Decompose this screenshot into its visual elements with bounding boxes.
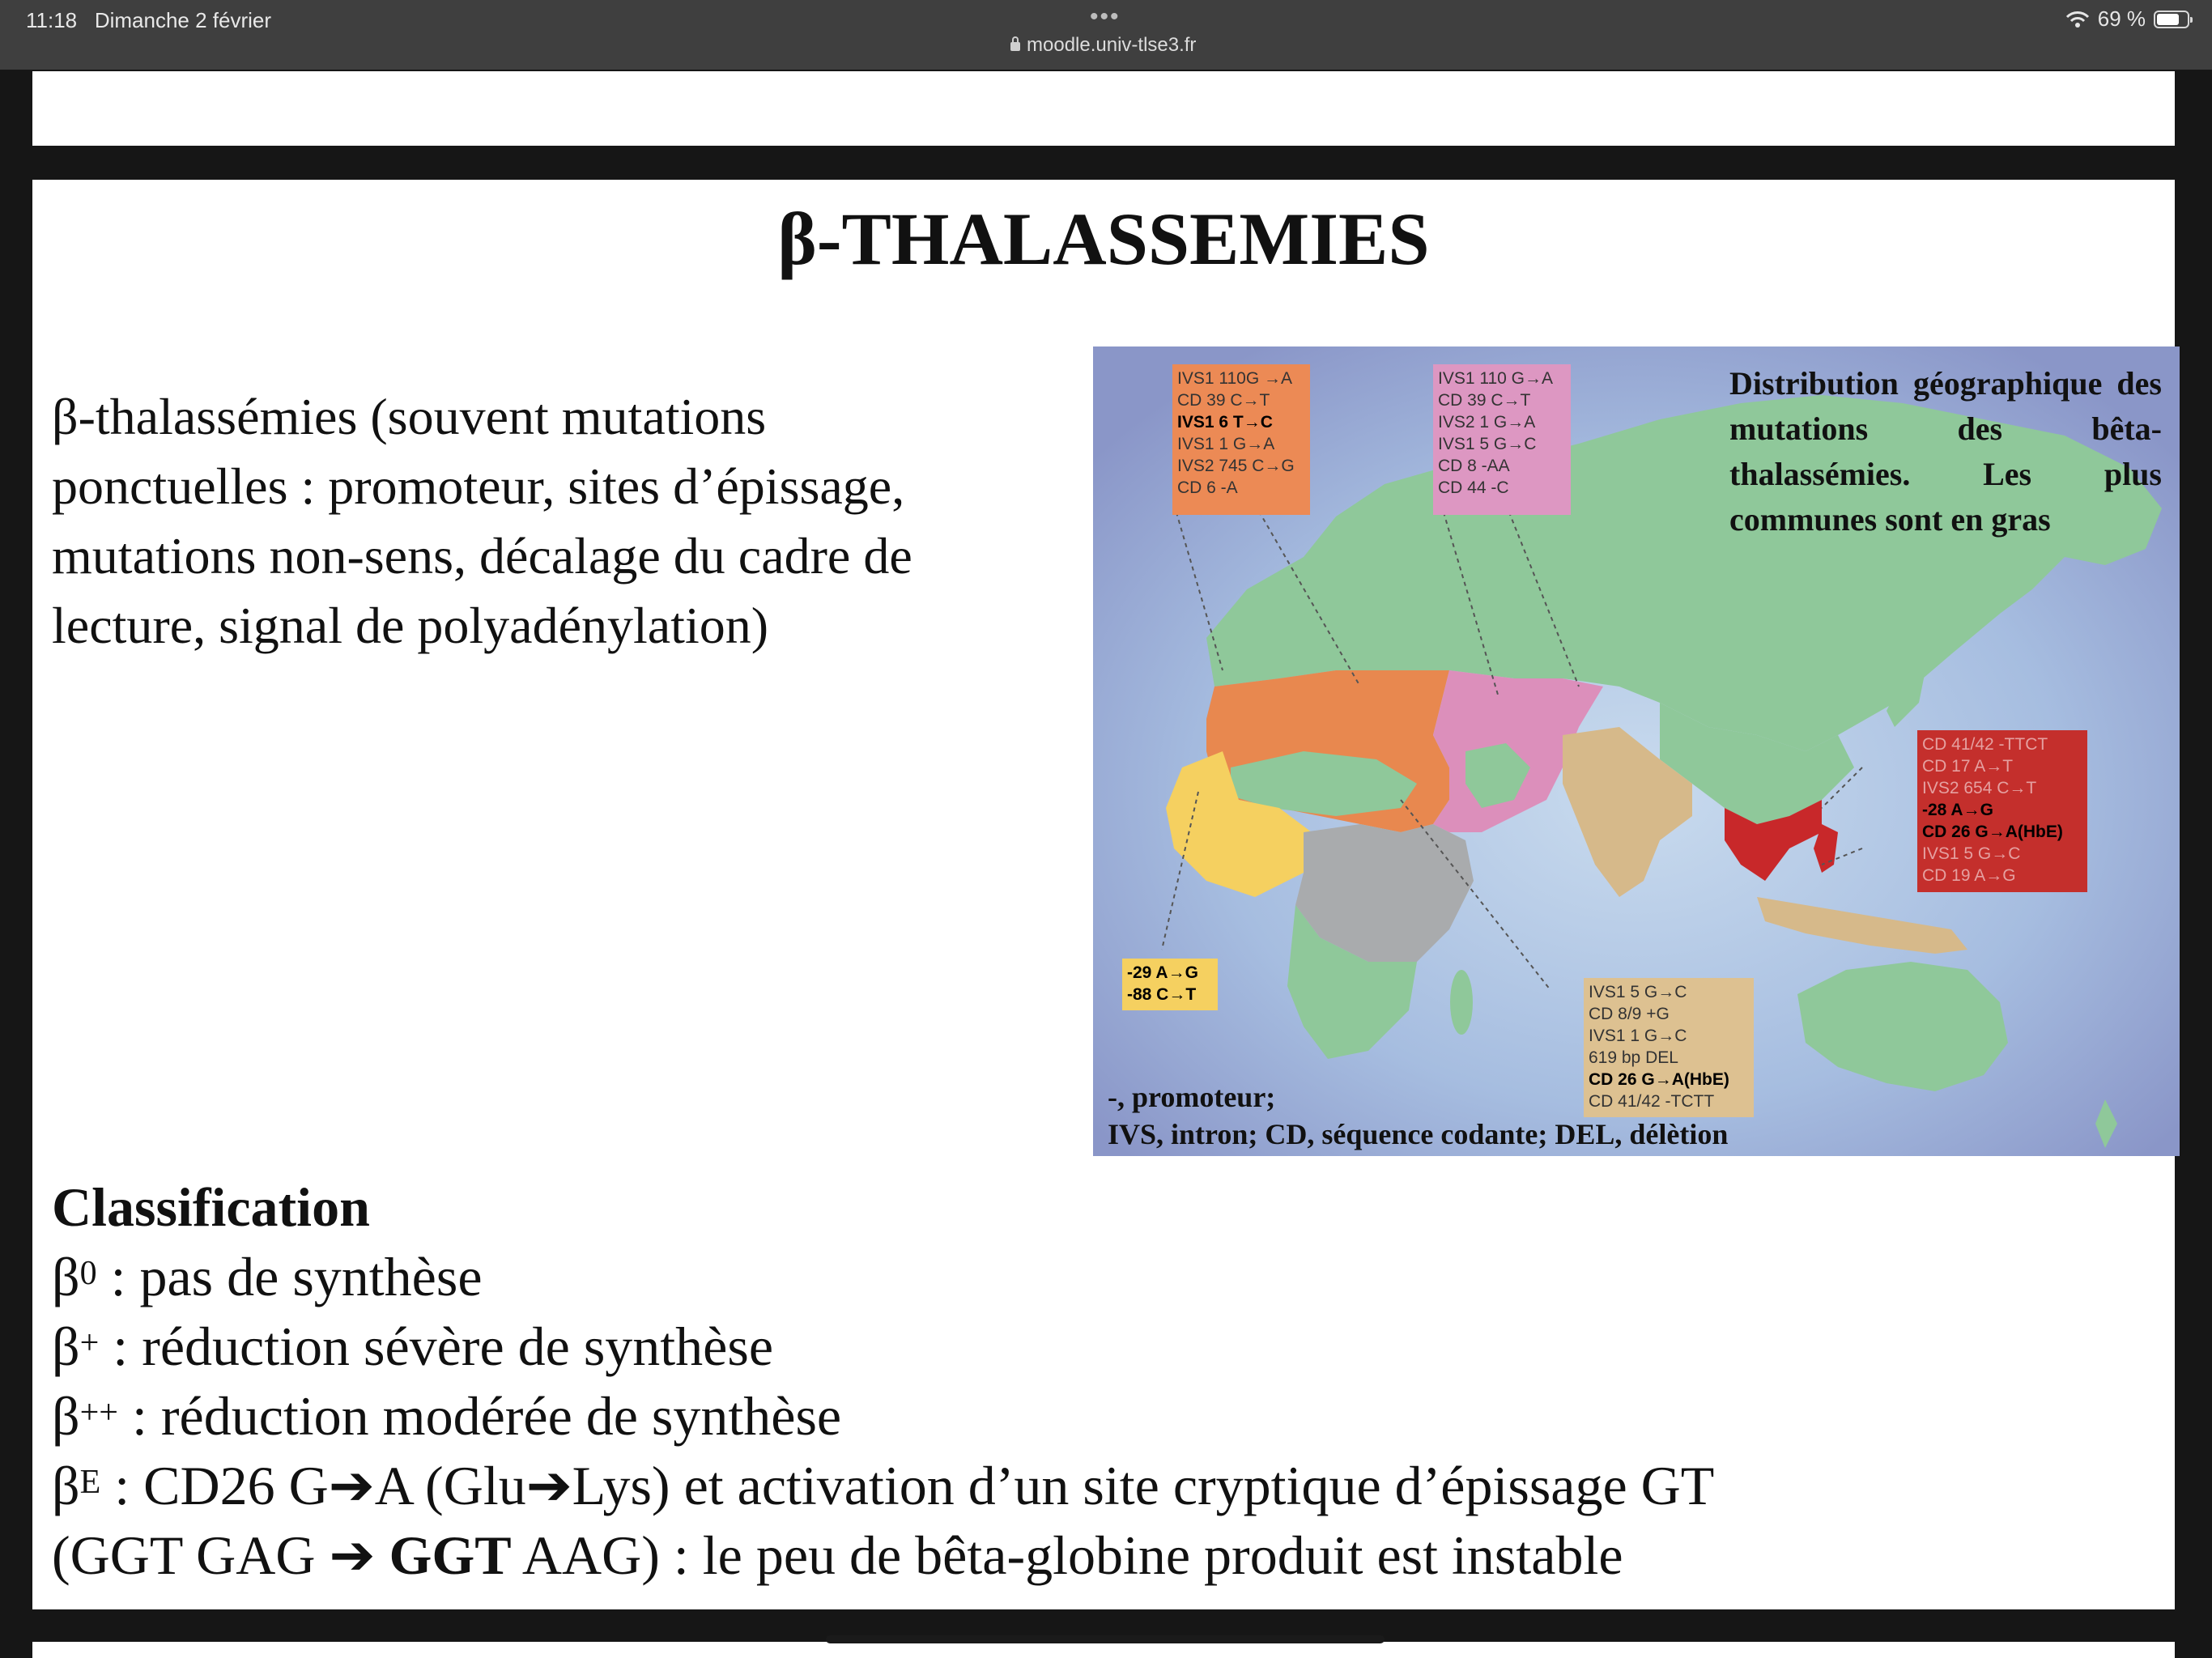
mutation-label: CD 8 -AA [1438,457,1510,475]
superscript: E [79,1464,101,1501]
codon-text: AAG) : le peu de bêta-globine produit est instable [511,1524,1623,1586]
arrow: ➔ [329,1524,376,1586]
classification-text: : pas de synthèse [96,1246,483,1307]
intro-line: β-thalassémies (souvent mutations [52,388,767,445]
mutation-label: -29 A→G [1127,963,1198,982]
lock-icon [1010,42,1020,51]
mutation-label: IVS2 1 G→A [1438,413,1536,432]
region-madagascar [1450,970,1473,1035]
mutation-label: CD 26 G→A(HbE) [1922,823,2063,841]
mutation-label: 619 bp DEL [1589,1048,1678,1067]
mutation-label: IVS1 5 G→C [1922,844,2021,863]
classification-item [52,1381,2157,1451]
intro-line: ponctuelles : promoteur, sites d’épissage, [52,457,905,515]
mutation-label: IVS1 1 G→C [1589,1027,1687,1045]
mutation-label: CD 19 A→G [1922,866,2016,885]
classification-text: : réduction sévère de synthèse [99,1316,773,1377]
mutation-label: IVS1 110 G→A [1438,369,1554,388]
mutation-label: CD 39 C→T [1177,391,1270,410]
mutation-label: IVS1 5 G→C [1438,435,1537,453]
legend-line: -, promoteur; [1108,1081,1276,1113]
url-text: moodle.univ-tlse3.fr [1027,34,1197,56]
next-slide [32,1642,2175,1658]
mutation-label: IVS1 110G →A [1177,369,1293,388]
classification-heading: Classification [52,1176,370,1238]
classification-item [52,1242,2157,1312]
map-legend [1108,1078,1728,1153]
beta-symbol: β [52,1385,80,1447]
classification-text: : réduction modérée de synthèse [117,1385,842,1447]
mutation-label: IVS1 6 T→C [1177,413,1273,432]
classification-text: : CD26 G➔A (Glu➔Lys) et activation d’un site cryptique d’épissage GT [100,1455,1715,1516]
beta-symbol: β [52,1455,80,1516]
date: Dimanche 2 février [94,8,272,32]
mutation-label: CD 39 C→T [1438,391,1531,410]
mutation-label: CD 26 G→A(HbE) [1589,1070,1729,1089]
slide [32,180,2175,1609]
mutations-box-middle-east [1433,364,1571,515]
mutation-label: IVS1 5 G→C [1589,983,1687,1001]
classification-item [52,1451,2157,1520]
mutations-box-mediterranean [1172,364,1310,515]
status-bar [0,0,2212,70]
superscript: + [79,1324,100,1362]
previous-slide [32,71,2175,146]
mutations-box-south-east-asia [1917,730,2087,892]
slide-title: β-THALASSEMIES [777,198,1430,280]
codon-text: (GGT GAG [52,1524,330,1586]
map-caption: Distribution géographique des mutations des bêta-thalassémies. Les plus communes sont en gras [1729,365,2162,538]
intro-line: mutations non-sens, décalage du cadre de [52,527,912,585]
superscript: ++ [79,1394,118,1431]
mutation-label: CD 8/9 +G [1589,1005,1670,1023]
legend-line: IVS, intron; CD, séquence codante; DEL, délètion [1108,1118,1729,1150]
intro-text [52,382,1096,661]
multitasking-dots[interactable]: ••• [1090,3,1121,30]
superscript: 0 [79,1255,97,1292]
mutation-label: IVS2 745 C→G [1177,457,1295,475]
mutation-label: CD 41/42 -TTCT [1922,735,2048,754]
battery-percent: 69 % [2097,6,2146,31]
intro-line: lecture, signal de polyadénylation) [52,597,769,654]
classification [52,1172,2157,1590]
beta-symbol: β [52,1246,80,1307]
clock: 11:18 [26,8,78,32]
mutation-label: CD 6 -A [1177,478,1238,497]
codon-text: G [389,1524,432,1586]
mutation-label: IVS2 654 C→T [1922,779,2037,797]
codon-bold: GT [432,1524,512,1586]
battery-icon [2154,11,2189,28]
classification-item [52,1312,2157,1381]
beta-symbol: β [52,1316,80,1377]
classification-codon-line [52,1520,2157,1590]
mutation-distribution-map [1093,346,2180,1156]
status-indicators [2065,6,2189,32]
home-indicator[interactable] [826,1635,1385,1643]
mutations-box-africa [1122,959,1218,1010]
mutation-label: IVS1 1 G→A [1177,435,1275,453]
mutation-label: -28 A→G [1922,801,1993,819]
address-bar[interactable] [1010,34,1196,57]
mutation-label: CD 17 A→T [1922,757,2014,776]
mutation-label: CD 41/42 -TCTT [1589,1092,1715,1111]
status-time-date [26,8,271,33]
wifi-icon [2065,11,2090,28]
mutation-label: CD 44 -C [1438,478,1509,497]
mutation-label: -88 C→T [1127,985,1197,1004]
